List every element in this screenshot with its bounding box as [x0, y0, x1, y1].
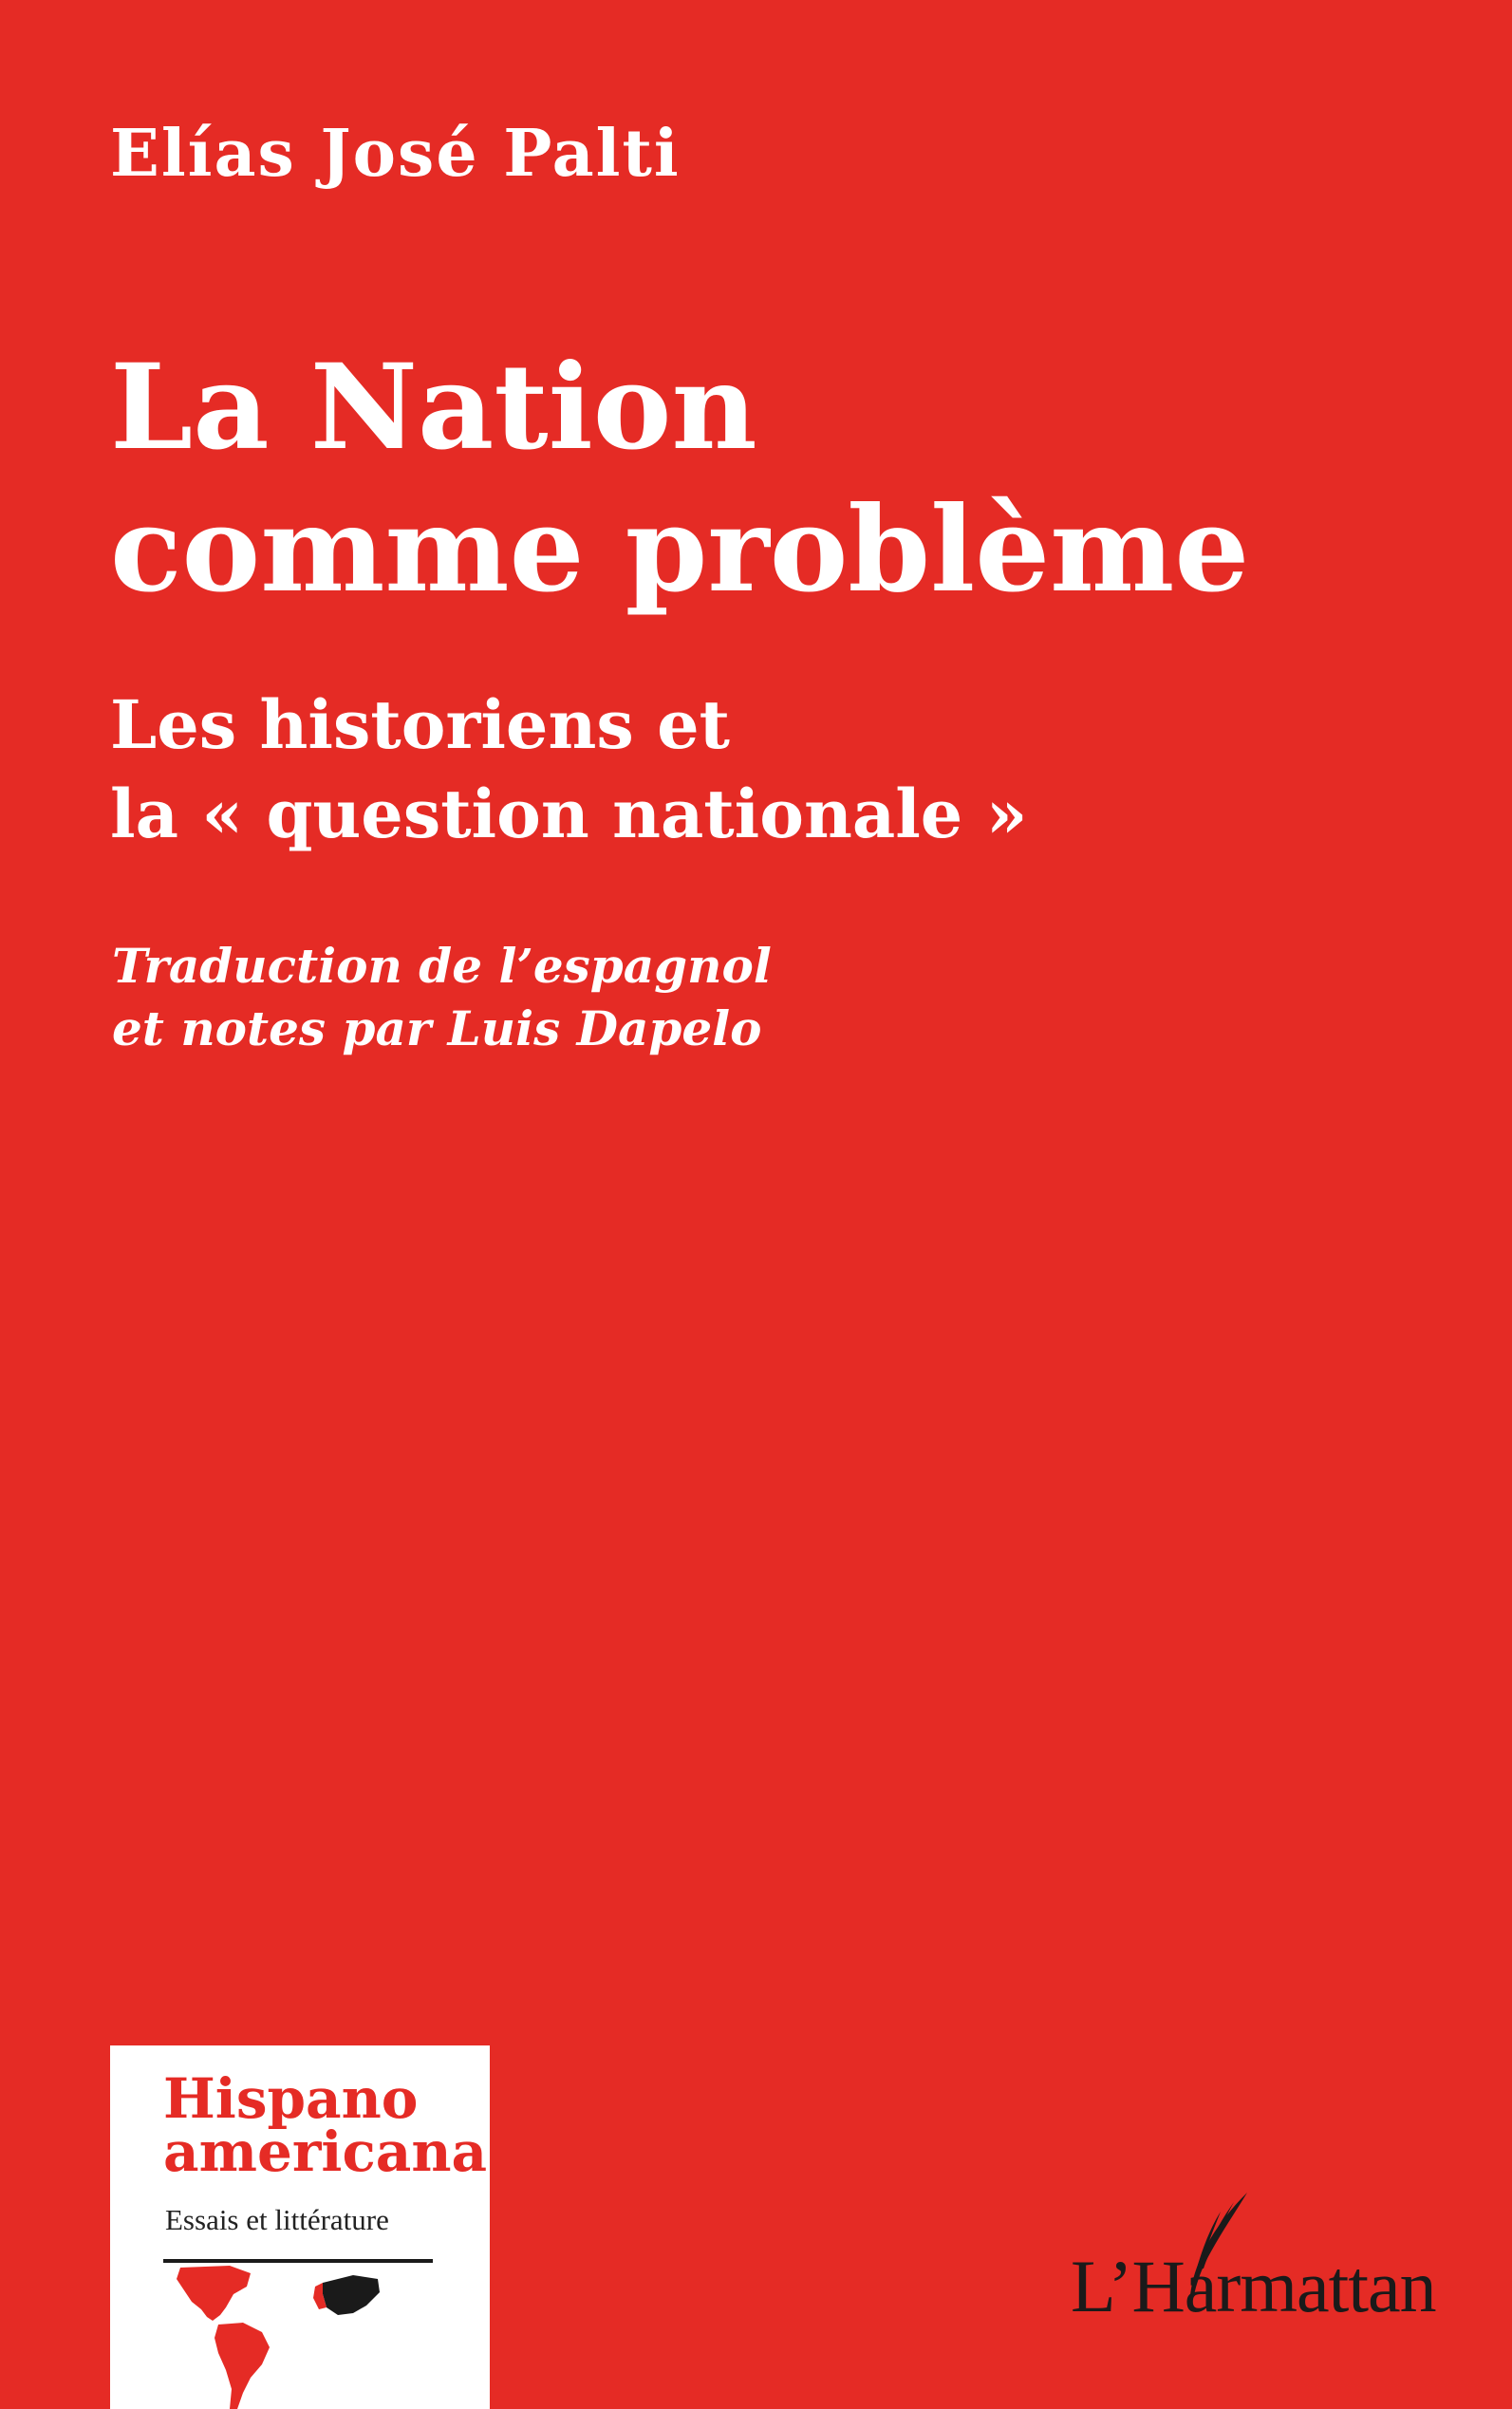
translation-line-2: et notes par Luis Dapelo — [112, 1000, 762, 1056]
collection-divider — [163, 2259, 433, 2263]
collection-subtitle: Essais et littérature — [165, 2203, 389, 2236]
collection-name-line-1: Hispano — [163, 2066, 419, 2131]
collection-badge — [110, 2045, 490, 2409]
collection-name — [163, 2066, 488, 2184]
americas-iberia-map-icon — [163, 2266, 401, 2409]
author-name: Elías José Palti — [110, 116, 681, 192]
book-title — [110, 337, 1249, 622]
subtitle-line-2: la « question nationale » — [110, 775, 1028, 853]
book-subtitle — [110, 681, 1027, 859]
title-line-2: comme problème — [110, 481, 1250, 619]
collection-name-line-2: americana — [163, 2120, 488, 2184]
subtitle-line-1: Les historiens et — [110, 685, 731, 764]
translation-credit — [112, 935, 772, 1060]
translation-line-1: Traduction de l’espagnol — [112, 938, 772, 994]
title-line-1: La Nation — [110, 339, 757, 476]
publisher-name: L’Harmattan — [1071, 2245, 1436, 2327]
publisher-logo — [1071, 2193, 1450, 2335]
